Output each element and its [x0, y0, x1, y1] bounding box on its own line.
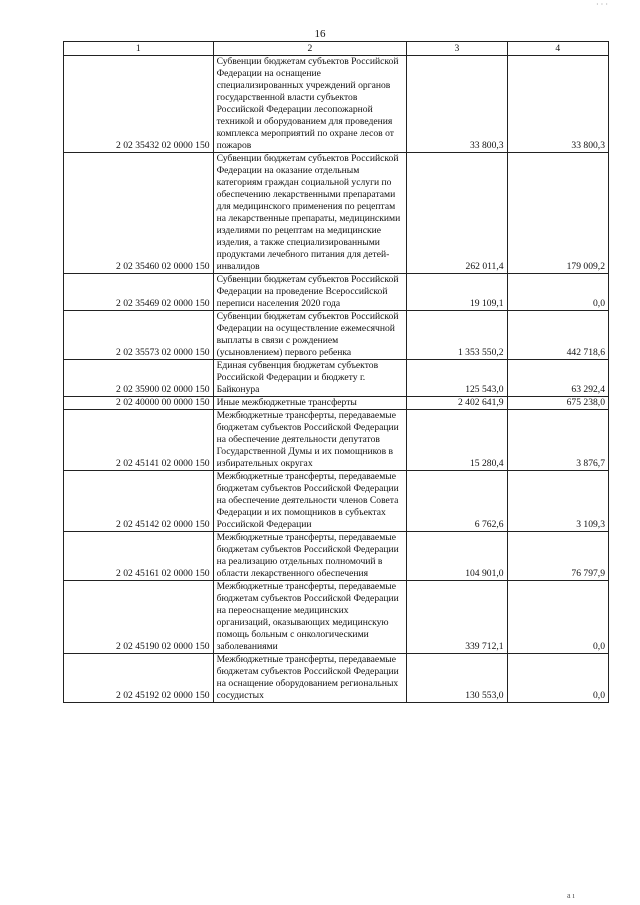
table-row — [64, 274, 609, 311]
cell-code: 2 02 45190 02 0000 150 — [64, 581, 214, 654]
table-row — [64, 654, 609, 703]
cell-name: Межбюджетные трансферты, передаваемые бюджетам субъектов Российской Федерации на оснащение оборудованием региональных сосудистых — [213, 654, 407, 703]
cell-value-2: 442 718,6 — [507, 311, 608, 360]
table-row — [64, 410, 609, 471]
scan-edge-mark: · · · — [596, 0, 608, 9]
cell-value-1: 1 353 550,2 — [407, 311, 507, 360]
column-header-name: 2 — [213, 42, 407, 56]
cell-value-2: 76 797,9 — [507, 532, 608, 581]
column-header-value-2: 4 — [507, 42, 608, 56]
cell-value-2: 0,0 — [507, 654, 608, 703]
cell-value-1: 33 800,3 — [407, 56, 507, 153]
cell-code: 2 02 40000 00 0000 150 — [64, 397, 214, 410]
table-header-row — [64, 42, 609, 56]
cell-code: 2 02 45142 02 0000 150 — [64, 471, 214, 532]
page-corner-mark: a ı — [567, 891, 575, 900]
cell-name: Субвенции бюджетам субъектов Российской Федерации на оказание отдельным категориям граждан социальной услуги по обеспечению лекарственными препаратами для медицинского применения по рецептам на лекарственные препараты, медицинскими изделиями по рецептам на медицинские изделия, а также специализированными продуктами лечебного питания для детей-инвалидов — [213, 153, 407, 274]
cell-value-2: 63 292,4 — [507, 360, 608, 397]
cell-value-1: 2 402 641,9 — [407, 397, 507, 410]
table-body — [64, 56, 609, 703]
table-row — [64, 581, 609, 654]
cell-value-2: 3 109,3 — [507, 471, 608, 532]
table-row — [64, 360, 609, 397]
cell-code: 2 02 45161 02 0000 150 — [64, 532, 214, 581]
cell-value-2: 33 800,3 — [507, 56, 608, 153]
cell-value-1: 125 543,0 — [407, 360, 507, 397]
cell-code: 2 02 45141 02 0000 150 — [64, 410, 214, 471]
cell-value-1: 15 280,4 — [407, 410, 507, 471]
budget-table — [63, 41, 609, 703]
cell-code: 2 02 35469 02 0000 150 — [64, 274, 214, 311]
table-row — [64, 471, 609, 532]
column-header-value-1: 3 — [407, 42, 507, 56]
cell-value-2: 675 238,0 — [507, 397, 608, 410]
column-header-code: 1 — [64, 42, 214, 56]
cell-value-2: 0,0 — [507, 274, 608, 311]
cell-value-2: 3 876,7 — [507, 410, 608, 471]
cell-name: Межбюджетные трансферты, передаваемые бюджетам субъектов Российской Федерации на обеспечение деятельности членов Совета Федерации и их помощников в субъектах Российской Федерации — [213, 471, 407, 532]
cell-name: Субвенции бюджетам субъектов Российской Федерации на проведение Всероссийской переписи населения 2020 года — [213, 274, 407, 311]
cell-name: Субвенции бюджетам субъектов Российской Федерации на осуществление ежемесячной выплаты в связи с рождением (усыновлением) первого ребенка — [213, 311, 407, 360]
cell-value-1: 339 712,1 — [407, 581, 507, 654]
cell-name: Единая субвенция бюджетам субъектов Российской Федерации и бюджету г. Байконура — [213, 360, 407, 397]
cell-code: 2 02 45192 02 0000 150 — [64, 654, 214, 703]
cell-value-1: 262 011,4 — [407, 153, 507, 274]
cell-name: Межбюджетные трансферты, передаваемые бюджетам субъектов Российской Федерации на реализацию отдельных полномочий в области лекарственного обеспечения — [213, 532, 407, 581]
cell-name: Межбюджетные трансферты, передаваемые бюджетам субъектов Российской Федерации на переоснащение медицинских организаций, оказывающих медицинскую помощь больным с онкологическими заболеваниями — [213, 581, 407, 654]
table-row — [64, 56, 609, 153]
table-row — [64, 397, 609, 410]
cell-code: 2 02 35900 02 0000 150 — [64, 360, 214, 397]
table-row — [64, 311, 609, 360]
cell-name: Субвенции бюджетам субъектов Российской Федерации на оснащение специализированных учреждений органов государственной власти субъектов Российской Федерации лесопожарной техникой и оборудованием для проведения комплекса мероприятий по охране лесов от пожаров — [213, 56, 407, 153]
cell-value-2: 0,0 — [507, 581, 608, 654]
table-row — [64, 532, 609, 581]
cell-value-1: 19 109,1 — [407, 274, 507, 311]
cell-value-1: 104 901,0 — [407, 532, 507, 581]
cell-value-1: 6 762,6 — [407, 471, 507, 532]
cell-code: 2 02 35432 02 0000 150 — [64, 56, 214, 153]
cell-code: 2 02 35460 02 0000 150 — [64, 153, 214, 274]
cell-code: 2 02 35573 02 0000 150 — [64, 311, 214, 360]
table-row — [64, 153, 609, 274]
page-number: 16 — [314, 28, 326, 40]
cell-name: Межбюджетные трансферты, передаваемые бюджетам субъектов Российской Федерации на обеспечение деятельности депутатов Государственной Думы и их помощников в избирательных округах — [213, 410, 407, 471]
cell-value-2: 179 009,2 — [507, 153, 608, 274]
cell-name: Иные межбюджетные трансферты — [213, 397, 407, 410]
cell-value-1: 130 553,0 — [407, 654, 507, 703]
